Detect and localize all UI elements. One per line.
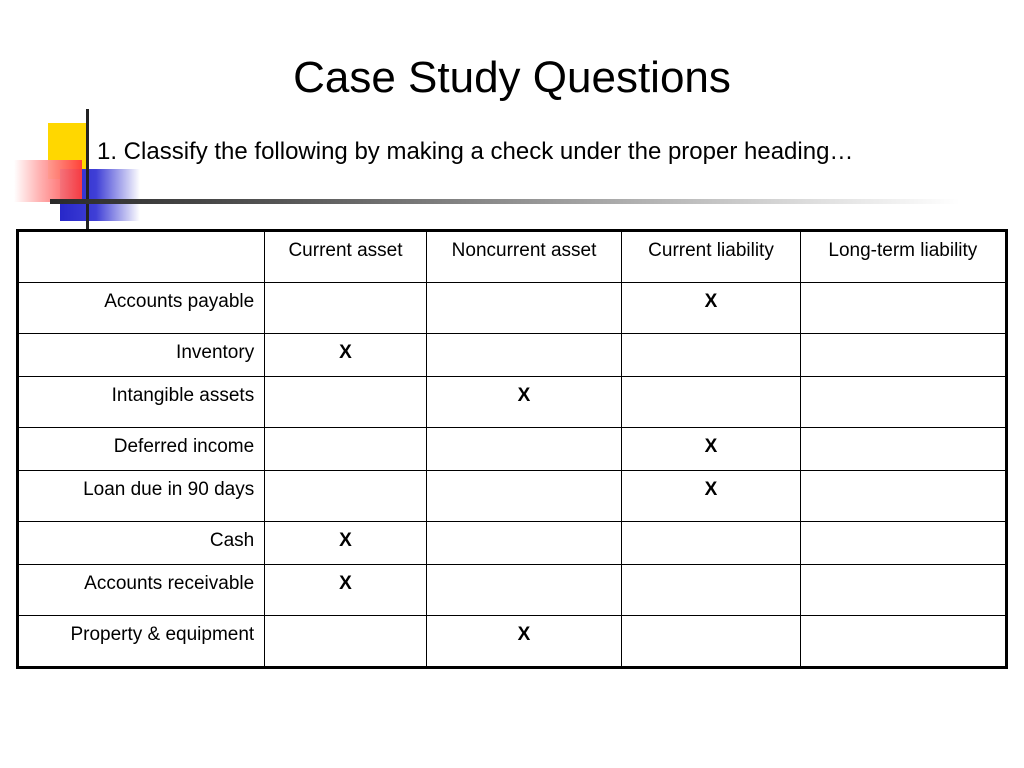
table-row [18, 377, 1007, 428]
table-row [18, 283, 1007, 334]
check-cell [800, 428, 1006, 471]
check-cell [265, 283, 427, 334]
check-cell: X [622, 428, 800, 471]
slide-title: Case Study Questions [293, 53, 731, 102]
row-label: Intangible assets [18, 377, 265, 428]
check-cell [426, 334, 622, 377]
check-cell [800, 565, 1006, 616]
check-cell [426, 283, 622, 334]
check-cell [426, 522, 622, 565]
table-header-row [18, 231, 1007, 283]
check-cell: X [622, 471, 800, 522]
check-cell [800, 522, 1006, 565]
header-current-asset: Current asset [265, 231, 427, 283]
check-cell [800, 616, 1006, 668]
check-cell: X [265, 522, 427, 565]
check-cell [800, 334, 1006, 377]
check-cell [622, 522, 800, 565]
check-cell: X [265, 565, 427, 616]
check-cell [265, 428, 427, 471]
vertical-rule-decoration [86, 109, 89, 229]
table-row [18, 565, 1007, 616]
check-cell [265, 377, 427, 428]
check-cell [426, 471, 622, 522]
row-label: Cash [18, 522, 265, 565]
row-label: Loan due in 90 days [18, 471, 265, 522]
table-row [18, 334, 1007, 377]
decorative-graphic [0, 105, 1000, 235]
table-row [18, 616, 1007, 668]
check-cell [426, 565, 622, 616]
check-cell [800, 377, 1006, 428]
check-cell [622, 616, 800, 668]
check-cell: X [426, 616, 622, 668]
row-label: Accounts receivable [18, 565, 265, 616]
check-cell [265, 616, 427, 668]
check-cell [265, 471, 427, 522]
horizontal-rule-decoration [50, 199, 960, 204]
check-cell [800, 471, 1006, 522]
red-square-decoration [14, 160, 82, 202]
row-label: Property & equipment [18, 616, 265, 668]
row-label: Deferred income [18, 428, 265, 471]
check-cell [800, 283, 1006, 334]
header-noncurrent-asset: Noncurrent asset [426, 231, 622, 283]
check-cell: X [426, 377, 622, 428]
row-label: Accounts payable [18, 283, 265, 334]
header-long-term-liability: Long-term liability [800, 231, 1006, 283]
table-row [18, 471, 1007, 522]
check-cell [426, 428, 622, 471]
table-row [18, 428, 1007, 471]
check-cell [622, 377, 800, 428]
check-cell [622, 565, 800, 616]
question-text: 1. Classify the following by making a check under the proper heading… [97, 138, 854, 165]
classification-table [16, 229, 1008, 669]
row-label: Inventory [18, 334, 265, 377]
check-cell: X [622, 283, 800, 334]
check-cell [622, 334, 800, 377]
check-cell: X [265, 334, 427, 377]
table-row [18, 522, 1007, 565]
header-blank-cell [18, 231, 265, 283]
header-current-liability: Current liability [622, 231, 800, 283]
